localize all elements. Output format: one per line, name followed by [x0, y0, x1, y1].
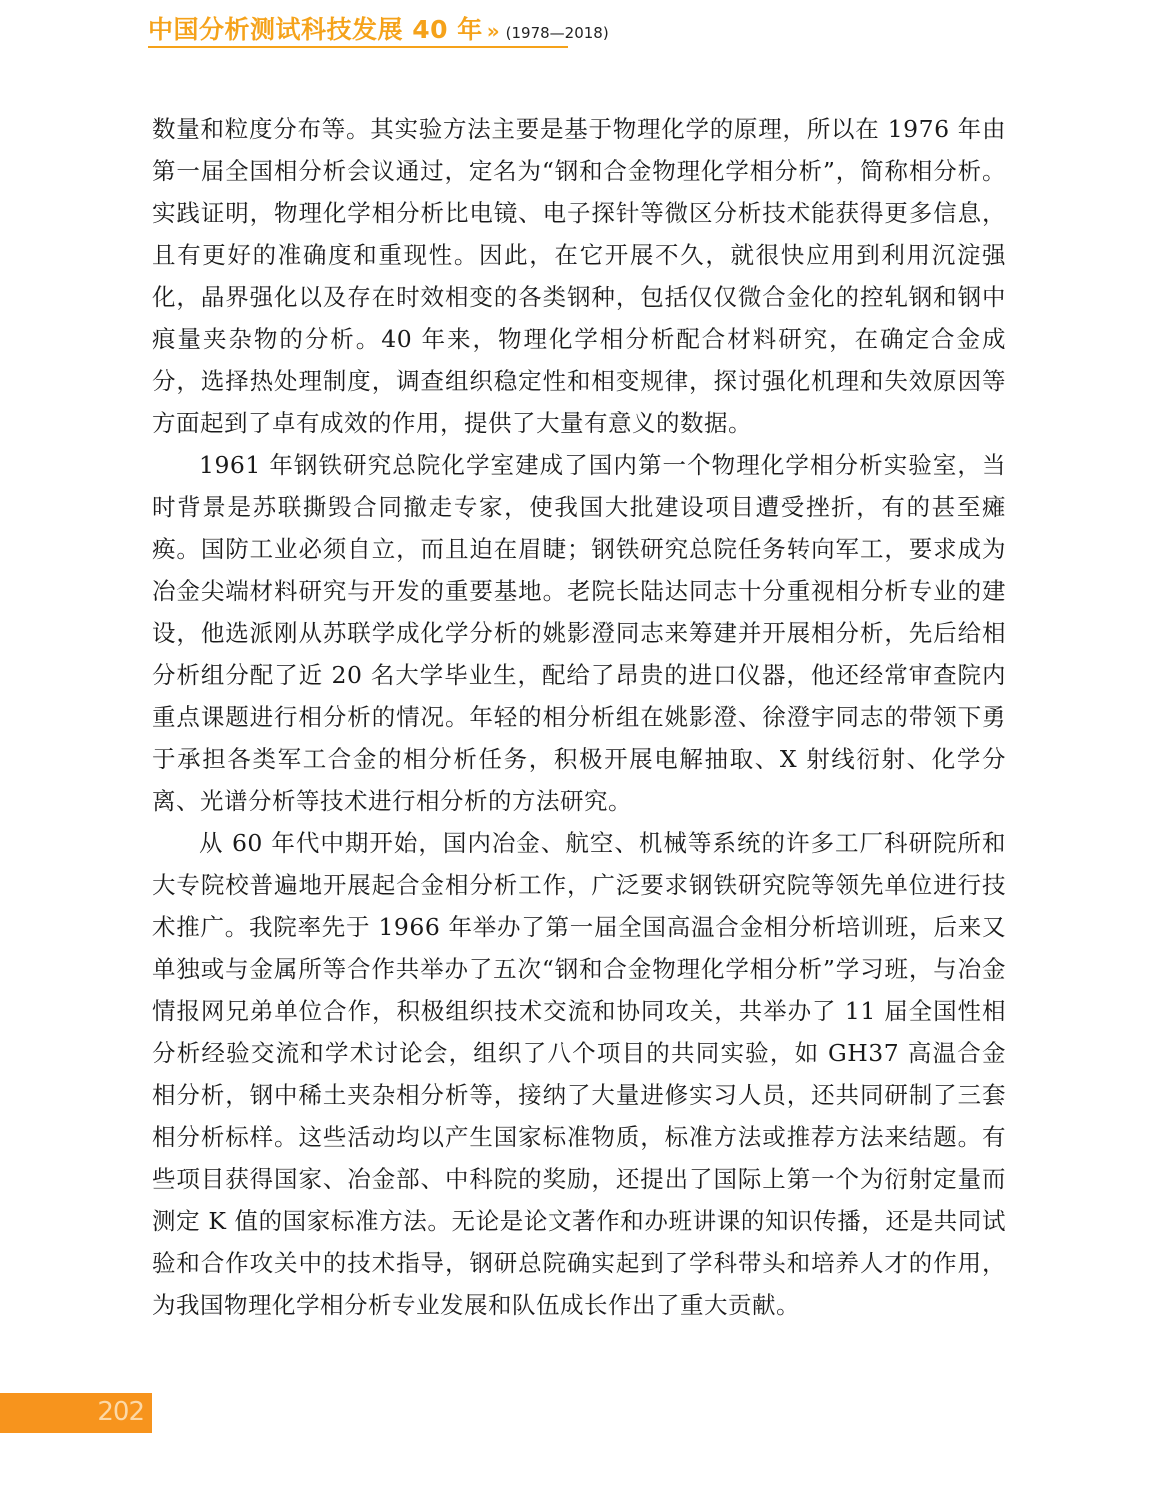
- header-rule: [148, 46, 568, 48]
- running-header: [148, 10, 609, 46]
- body-text: [152, 108, 1006, 1326]
- paragraph-1: 数量和粒度分布等。其实验方法主要是基于物理化学的原理，所以在 1976 年由第一届全国相分析会议通过，定名为“钢和合金物理化学相分析”，简称相分析。实践证明，物理化学相分析比电镜、电子探针等微区分析技术能获得更多信息，且有更好的准确度和重现性。因此，在它开展不久，就很快应用到利用沉淀强化，晶界强化以及存在时效相变的各类钢种，包括仅仅微合金化的控轧钢和钢中痕量夹杂物的分析。40 年来，物理化学相分析配合材料研究，在确定合金成分，选择热处理制度，调查组织稳定性和相变规律，探讨强化机理和失效原因等方面起到了卓有成效的作用，提供了大量有意义的数据。: [152, 115, 1006, 437]
- page-number-tab: [0, 1393, 152, 1433]
- double-chevron-icon: »: [486, 19, 500, 43]
- year-range: (1978—2018): [505, 24, 609, 42]
- paragraph-3: 从 60 年代中期开始，国内冶金、航空、机械等系统的许多工厂科研院所和大专院校普遍地开展起合金相分析工作，广泛要求钢铁研究院等领先单位进行技术推广。我院率先于 1966 年举办了第一届全国高温合金相分析培训班，后来又单独或与金属所等合作共举办了五次“钢和合金物理化学相分析”学习班，与冶金情报网兄弟单位合作，积极组织技术交流和协同攻关，共举办了 11 届全国性相分析经验交流和学术讨论会，组织了八个项目的共同实验，如 GH37 高温合金相分析，钢中稀土夹杂相分析等，接纳了大量进修实习人员，还共同研制了三套相分析标样。这些活动均以产生国家标准物质，标准方法或推荐方法来结题。有些项目获得国家、冶金部、中科院的奖励，还提出了国际上第一个为衍射定量而测定 K 值的国家标准方法。无论是论文著作和办班讲课的知识传播，还是共同试验和合作攻关中的技术指导，钢研总院确实起到了学科带头和培养人才的作用，为我国物理化学相分析专业发展和队伍成长作出了重大贡献。: [152, 829, 1006, 1319]
- page-number: 202: [97, 1397, 144, 1427]
- paragraph-2: 1961 年钢铁研究总院化学室建成了国内第一个物理化学相分析实验室，当时背景是苏联撕毁合同撤走专家，使我国大批建设项目遭受挫折，有的甚至瘫痪。国防工业必须自立，而且迫在眉睫；钢铁研究总院任务转向军工，要求成为冶金尖端材料研究与开发的重要基地。老院长陆达同志十分重视相分析专业的建设，他选派刚从苏联学成化学分析的姚影澄同志来筹建并开展相分析，先后给相分析组分配了近 20 名大学毕业生，配给了昂贵的进口仪器，他还经常审查院内重点课题进行相分析的情况。年轻的相分析组在姚影澄、徐澄宇同志的带领下勇于承担各类军工合金的相分析任务，积极开展电解抽取、X 射线衍射、化学分离、光谱分析等技术进行相分析的方法研究。: [152, 451, 1006, 815]
- book-title: 中国分析测试科技发展 40 年: [148, 15, 483, 44]
